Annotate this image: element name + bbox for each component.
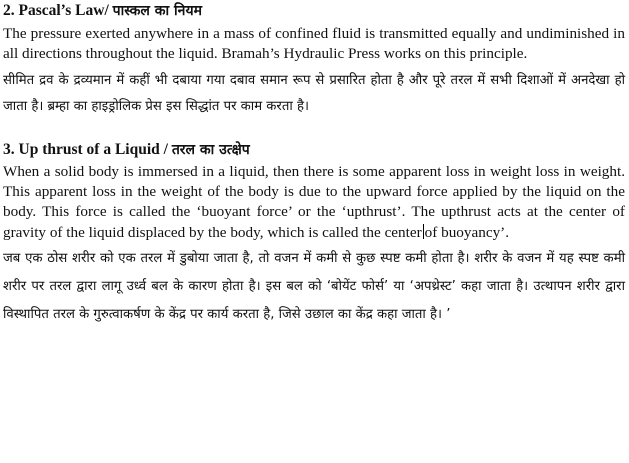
heading-english-text: 3. Up thrust of a Liquid /	[3, 141, 168, 158]
paragraph-text-before-caret: When a solid body is immersed in a liquid, then there is some apparent loss in weight loss in weight. This apparent loss in the weight of the body is due to the upward force applied by the liquid on the body. This force is called the ‘buoyant force’ or the ‘upthrust’. The upthrust acts at the center of gravity of the liquid displaced by the body, which is called the center	[3, 163, 625, 241]
paragraph-hindi-upthrust: जब एक ठोस शरीर को एक तरल में डुबोया जाता है, तो वजन में कमी से कुछ स्पष्ट कमी होता है। शरीर के वजन में यह स्पष्ट कमी शरीर पर तरल द्वारा लागू उर्ध्व बल के कारण होता है। इस बल को ‘बोयेंट फोर्स’ या ‘अपथ्रेस्ट’ कहा जाता है। उत्थापन शरीर द्वारा विस्थापित तरल के गुरुत्वाकर्षण के केंद्र पर कार्य करता है, जिसे उछाल का केंद्र कहा जाता है। ’	[3, 250, 625, 322]
heading-hindi-text: पास्कल का नियम	[112, 3, 202, 19]
paragraph-text-after-caret: of buoyancy’.	[424, 223, 510, 241]
paragraph-english-pascals-law: The pressure exerted anywhere in a mass of confined fluid is transmitted equally and undiminished in all directions throughout the liquid. Bramah’s Hydraulic Press works on this principle.	[3, 25, 625, 62]
heading-hindi-text: तरल का उत्क्षेप	[171, 142, 250, 158]
text-cursor	[423, 224, 424, 239]
paragraph-hindi-pascals-law: सीमित द्रव के द्रव्यमान में कहीं भी दबाया गया दबाव समान रूप से प्रसारित होता है और पूरे तरल में सभी दिशाओं में अनदेखा हो जाता है। ब्रम्हा का हाइड्रोलिक प्रेस इस सिद्धांत पर काम करता है।	[3, 73, 625, 114]
paragraph-english-upthrust[interactable]	[3, 162, 625, 243]
section-heading-pascals-law	[3, 1, 625, 21]
heading-english-text: 2. Pascal’s Law/	[3, 2, 109, 19]
section-heading-upthrust	[3, 140, 625, 160]
